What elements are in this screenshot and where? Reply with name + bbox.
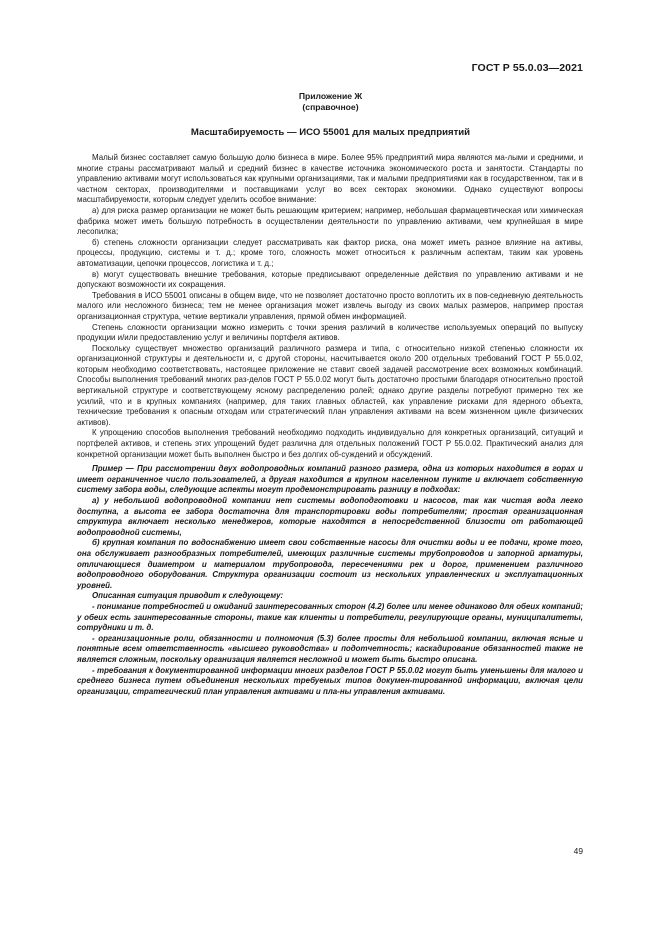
example-paragraph: Пример — При рассмотрении двух водопроводных компаний разного размера, одна из которых находится в горах и имеет ограниченное число пользователей, а другая находится в крупном населенном пункте и включает собственную систему забора воды, следующие аспекты могут продемонстрировать разницу в подходах: <box>77 464 583 495</box>
paragraph: в) могут существовать внешние требования, которые предписывают определенные действия по управлению активами и не допускают возможности их сокращения. <box>77 269 583 290</box>
paragraph: Степень сложности организации можно измерить с точки зрения различий в количестве используемых операций по выпуску продукции и/или предоставлению услуг и величины портфеля активов. <box>77 322 583 343</box>
example-paragraph: - организационные роли, обязанности и полномочия (5.3) более просты для небольшой компании, включая ясные и понятные всем ответственность «высшего руководства» и подотчетность; каскадирование обязанностей также не является сложным, поскольку организация является несложной и может быть быстро описана. <box>77 633 583 664</box>
paragraph: а) для риска размер организации не может быть решающим критерием; например, небольшая фармацевтическая или химическая фабрика может иметь большую потребность в осуществлении деятельности по управлению активами, чем крупнейшая в мире лесопилка; <box>77 205 583 237</box>
example-paragraph: Описанная ситуация приводит к следующему: <box>92 591 284 601</box>
paragraph: Малый бизнес составляет самую большую долю бизнеса в мире. Более 95% предприятий мира являются ма-лыми и средними, и многие страны рассматривают малый и средний бизнес в качестве источника экономического роста и занятости. Стандарты по управлению активами могут использоваться как крупными организациями, так и малыми предприятиями как в государственном, так и в частном секторах, производителями и поставщиками услуг во всех секторах экономики. Однако существуют вопросы масштабируемости, которым следует уделить особое внимание: <box>77 153 583 205</box>
annex-type: (справочное) <box>302 102 359 112</box>
paragraph: Поскольку существует множество организаций различного размера и типа, с относительно низкой степенью сложности их организационной структуры и деятельности и, с другой стороны, насчитывается около 200 отдельных требований ГОСТ Р 55.0.02, которым необходимо соответствовать, настоящее приложение не ставит своей задачей рассмотрение всех возможных комбинаций. Способы выполнения требований многих раз-делов ГОСТ Р 55.0.02 могут быть достаточно простыми благодаря относительно простой вертикальной структуре и соответствующему ясному распределению ролей; однако другие разделы потребуют примерно тех же усилий, что и в крупных компаниях (например, для таких главных областей, как управление рисками для ядерного объекта, технические требования к опасным отходам или стратегический план управления активами на всем жизненном цикле физических активов). <box>77 343 583 427</box>
example-paragraph: - требования к документированной информации многих разделов ГОСТ Р 55.0.02 могут быть уменьшены для малого и среднего бизнеса путем объединения нескольких требуемых типов докумен-тированной информации, включая цели организации, стратегический план управления активами и пла-ны управления активами. <box>77 665 583 696</box>
annex-label: Приложение Ж <box>298 91 363 101</box>
annex-title: Масштабируемость — ИСО 55001 для малых предприятий <box>190 127 471 138</box>
page-number: 49 <box>573 846 583 856</box>
paragraph: Требования в ИСО 55001 описаны в общем виде, что не позволяет достаточно просто воплотить их в пов-седневную деятельность малого или несложного бизнеса; тем не менее организация может извлечь выгоду из своих малых размеров, например простая организационная структура, четкие вертикали управления, прямой обмен информацией. <box>77 290 583 321</box>
standard-code: ГОСТ Р 55.0.03—2021 <box>471 62 583 74</box>
paragraph: б) степень сложности организации следует рассматривать как фактор риска, она может иметь разное влияние на активы, процессы, продукцию, системы и т. д.; кроме того, сложность может относиться к различным аспектам, таким как уровень автоматизации, цепочки процессов, логистика и т. д.; <box>77 237 583 268</box>
example-paragraph: б) крупная компания по водоснабжению имеет свои собственные насосы для очистки воды и ее подачи, кроме того, она обслуживает разнообразных потребителей, имеющих различные системы трубопроводов и запорной арматуры, отличающиеся диаметром и материалом трубопровода, пересечениями рек и дорог, применением различного водопроводного оборудования. Структура организации состоит из нескольких управленческих и эксплуатационных уровней. <box>77 538 583 590</box>
annex-heading <box>0 91 661 113</box>
body-text <box>77 153 583 697</box>
paragraph: К упрощению способов выполнения требований необходимо подходить индивидуально для конкретных организаций, ситуаций и портфелей активов, и степень этих упрощений будет различна для отдельных положений ГОСТ Р 55.0.02. Практический анализ для конкретной организации может быть выполнен быстро и без долгих об-суждений и обсуждений. <box>77 428 583 459</box>
example-paragraph: - понимание потребностей и ожиданий заинтересованных сторон (4.2) более или менее одинаково для обеих компаний; у обеих есть заинтересованные стороны, такие как клиенты и потребители, регулирующие органы, муниципалитеты, сотрудники и т. д. <box>77 601 583 633</box>
example-paragraph: а) у небольшой водопроводной компании нет системы водоподготовки и насосов, так как чистая вода легко доступна, а высота ее забора достаточна для транспортировки воды потребителям; простая организационная структура включает несколько менеджеров, которые находятся в непосредственной близости от работающей водопроводной системы, <box>77 496 583 537</box>
